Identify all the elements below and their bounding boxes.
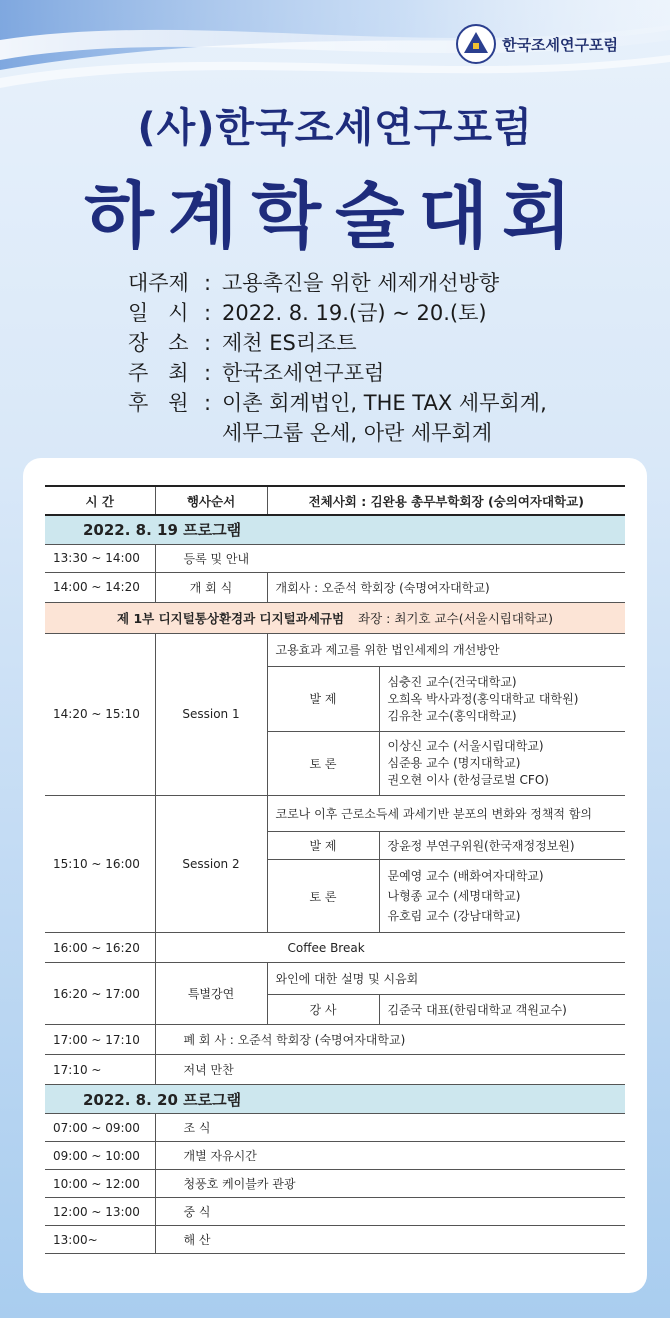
logo-name: 한국조세연구포럼 bbox=[502, 35, 618, 54]
event-info bbox=[128, 268, 648, 448]
info-date: 일 시 : 2022. 8. 19.(금) ~ 20.(토) bbox=[128, 301, 487, 325]
event-organizer-title: (사)한국조세연구포럼 bbox=[137, 105, 533, 151]
day1-banner: 2022. 8. 19 프로그램 bbox=[45, 515, 625, 544]
info-venue: 장 소 : 제천 ES리조트 bbox=[128, 331, 357, 355]
table-row: 13:30 ~ 14:00 등록 및 안내 bbox=[45, 544, 625, 572]
table-row: 13:00~ 해 산 bbox=[45, 1226, 625, 1254]
event-title: 하계학술대회 bbox=[84, 174, 586, 258]
part1-title: 제 1부 디지털통상환경과 디지털과세규범 bbox=[117, 610, 345, 626]
info-sponsor-continued: 세무그룹 온세, 아란 세무회계 bbox=[222, 421, 493, 445]
header-host: 전체사회 : 김완용 총무부학회장 (숭의여자대학교) bbox=[267, 486, 625, 515]
part1-banner bbox=[45, 602, 625, 633]
schedule-card bbox=[23, 458, 647, 1293]
table-row: 16:00 ~ 16:20 Coffee Break bbox=[45, 933, 625, 963]
forum-logo bbox=[456, 24, 618, 64]
table-row: 07:00 ~ 09:00 조 식 bbox=[45, 1114, 625, 1142]
header-program: 행사순서 bbox=[155, 486, 267, 515]
info-theme: 대주제 : 고용촉진을 위한 세제개선방향 bbox=[128, 271, 500, 295]
table-row: 15:10 ~ 16:00 Session 2 코로나 이후 근로소득세 과세기반 분포의 변화와 정책적 함의 bbox=[45, 796, 625, 832]
part1-chair: 좌장 : 최기호 교수(서울시립대학교) bbox=[358, 610, 553, 626]
schedule-table: 시 간 행사순서 전체사회 : 김완용 총무부학회장 (숭의여자대학교) 2022. 8. 19 프로그램 13:30 ~ 14:00 등록 및 안내 14:00 ~ 14:20 개 회 식 개회사 : 오준석 학회장 (숙명여자대학교) 제 1부 디지털통상환경과 디지털과세규범 좌장 : 최기호 교수(서울시립대학교) 14:20 ~ 15:10 Session 1 고용효과 제고를 위한 법인세제의 개선방안 발 제 심충진 교수(건국대학교) 오희옥 박사과정(홍익대학교 대학원) 김유찬 교수(홍익대학교) 토 론 이상신 교수 (서울시립대학교) 심준용 교수 (명지대학교) 권오현 이사 (한성글로벌 CFO) 15:10 ~ 16:00 Session 2 코로나 이후 근로소득세 과세기반 분포의 변화와 정책적 함의 발 제 장윤정 부연구위원(한국재정정보원) 토 론 문예영 교수 (배화여자대학교) 나형종 교수 (세명대학교) 유호림 교수 (강남대학교) 16:00 ~ 16:20 Coffee Break 16:20 ~ 17:00 특별강연 와인에 대한 설명 및 시음회 강 사 김준국 대표(한림대학교 객원교수) 17:00 ~ 17:10 폐 회 사 : 오준석 학회장 (숙명여자대학교) 17:10 ~ 저녁 만찬 2022. 8. 20 프로그램 07:00 ~ 09:00 조 식 09:00 ~ 10:00 개별 자유시간 10:00 ~ 12:00 청풍호 케이블카 관광 12:00 ~ 13:00 중 식 13:00~ 해 산 bbox=[45, 485, 625, 1254]
header-time: 시 간 bbox=[45, 486, 155, 515]
table-header bbox=[45, 486, 625, 515]
forum-emblem-icon bbox=[456, 24, 496, 64]
table-row: 14:00 ~ 14:20 개 회 식 개회사 : 오준석 학회장 (숙명여자대학교) bbox=[45, 572, 625, 602]
table-row: 17:00 ~ 17:10 폐 회 사 : 오준석 학회장 (숙명여자대학교) bbox=[45, 1025, 625, 1055]
table-row: 16:20 ~ 17:00 특별강연 와인에 대한 설명 및 시음회 bbox=[45, 963, 625, 995]
table-row: 14:20 ~ 15:10 Session 1 고용효과 제고를 위한 법인세제의 개선방안 bbox=[45, 633, 625, 666]
table-row: 10:00 ~ 12:00 청풍호 케이블카 관광 bbox=[45, 1170, 625, 1198]
table-row: 17:10 ~ 저녁 만찬 bbox=[45, 1055, 625, 1085]
info-host: 주 최 : 한국조세연구포럼 bbox=[128, 361, 385, 385]
table-row: 12:00 ~ 13:00 중 식 bbox=[45, 1198, 625, 1226]
info-sponsor: 후 원 : 이촌 회계법인, THE TAX 세무회계, bbox=[128, 391, 547, 415]
day2-banner: 2022. 8. 20 프로그램 bbox=[45, 1085, 625, 1114]
table-row: 09:00 ~ 10:00 개별 자유시간 bbox=[45, 1142, 625, 1170]
